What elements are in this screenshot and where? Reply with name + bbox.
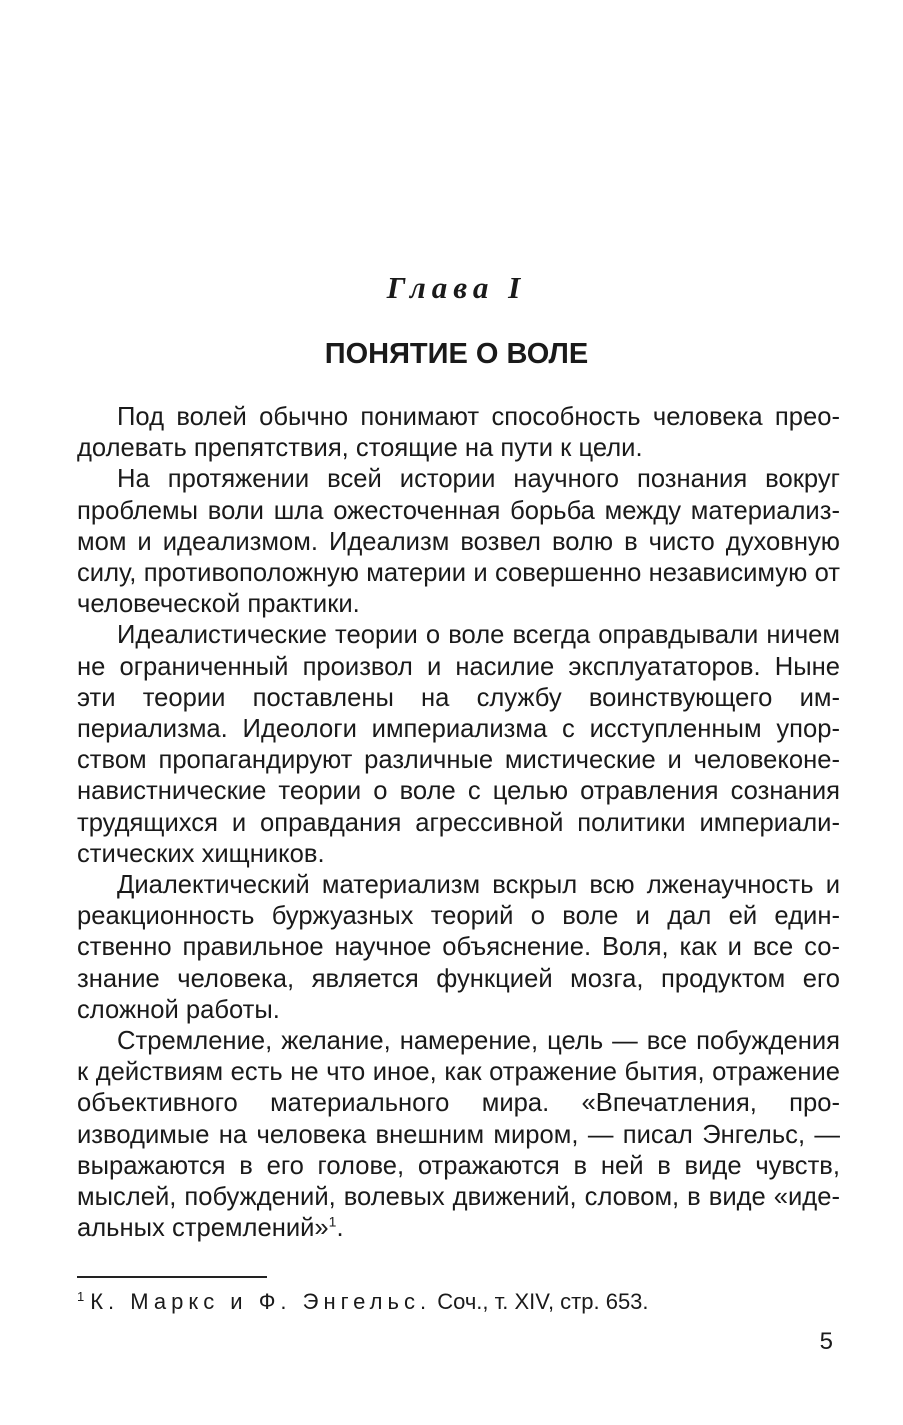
paragraph-1: Под волей обычно понимают способность человека преодолевать препятствия, стоящие на пути к цели. <box>77 403 840 463</box>
footnote-authors: К. Маркс и Ф. Энгельс. <box>90 1289 432 1314</box>
body-text <box>77 402 840 1244</box>
paragraph-5: Стремление, желание, намерение, цель — все побуждения к действиям есть не что иное, как отражение бытия, отражение объективного материального мира. «Впечатления, производимые на человека внешним миром, — писал Энгельс, — выражаются в его голове, отражаются в ней в виде чувств, мыслей, побуждений, волевых движений, словом, в виде «идеальных стремлений»$^1$. <box>77 1027 840 1243</box>
paragraph-3: Идеалистические теории о воле всегда оправдывали ничем не ограниченный произвол и насилие эксплуататоров. Ныне эти теории поставлены на службу воинствующего империализма. Идеологи империализма с исступленным упорством пропагандируют различные мистические и человеконенавистнические теории о воле с целью отравления сознания трудящихся и оправдания агрессивной политики империалистических хищников. <box>77 621 840 868</box>
footnote-divider <box>77 1276 267 1278</box>
page-number: 5 <box>819 1328 833 1355</box>
paragraph-4: Диалектический материализм вскрыл всю лженаучность и реакционность буржуазных теорий о воле и дал ей единственно правильное научное объяснение. Воля, как и все сознание человека, является функцией мозга, продуктом его сложной работы. <box>77 871 840 1024</box>
footnote-source: Соч., т. XIV, стр. 653. <box>437 1289 649 1314</box>
footnote-mark: 1 <box>77 1288 85 1304</box>
chapter-label: Глава I <box>386 270 527 305</box>
paragraph-5-text: Стремление, желание, намерение, цель — все побуждения к действиям есть не что иное, как отражение бытия, отражение объективного материального мира. «Впечатления, производимые на человека внешним миром, — писал Энгельс, — выражаются в его голове, отражаются в ней в виде чувств, мыслей, побуждений, волевых движений, словом, в виде «идеальных стремлений» <box>77 1027 840 1243</box>
paragraph-2: На протяжении всей истории научного познания вокруг проблемы воли шла ожесточенная борьба между материализмом и идеализмом. Идеализм возвел волю в чисто духовную силу, противоположную материи и совершенно независимую от человеческой практики. <box>77 465 840 619</box>
chapter-title: ПОНЯТИЕ О ВОЛЕ <box>324 338 589 370</box>
footnote-reference: 1 <box>328 1213 337 1230</box>
footnote <box>77 1288 840 1316</box>
